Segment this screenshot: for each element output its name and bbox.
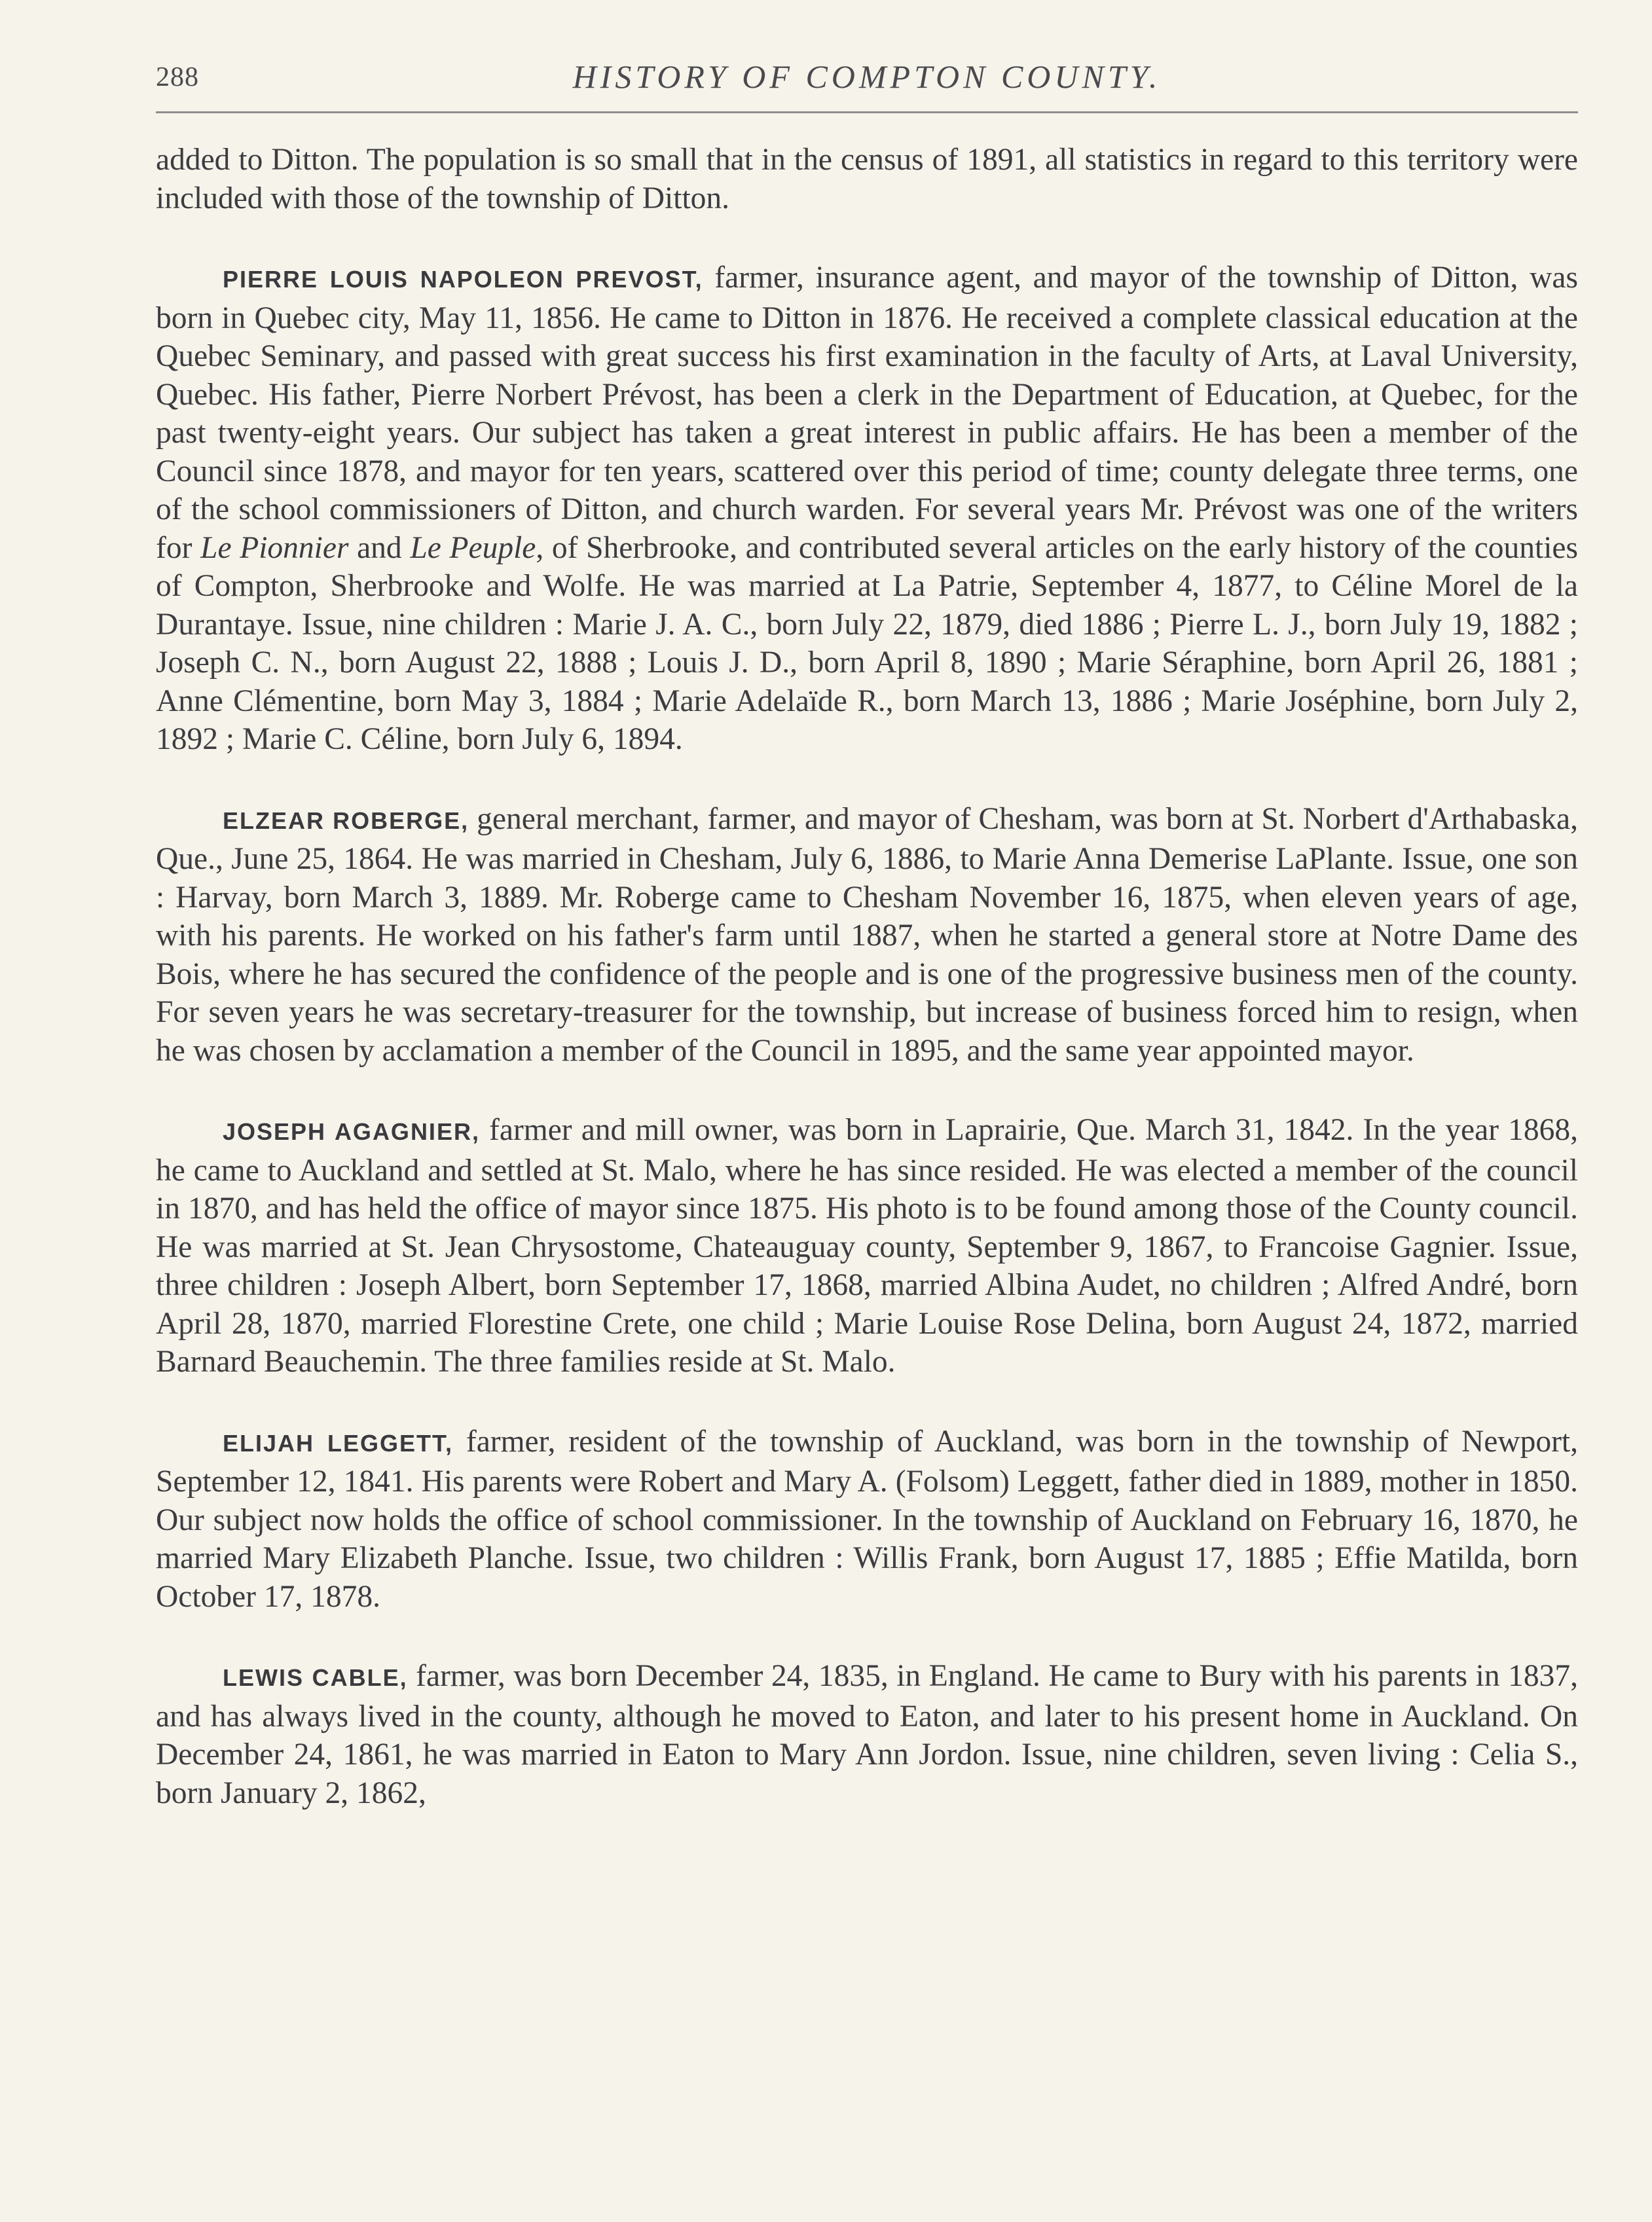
page-number: 288 (156, 62, 199, 92)
entry-agagnier (156, 1111, 1578, 1381)
entry-name: ELZEAR ROBERGE, (223, 807, 469, 834)
entry-text: farmer and mill owner, was born in Laprairie, Que. March 31, 1842. In the year 1868, he came to Auckland and settled at St. Malo, where he has since resided. He was elected a member of the council in 1870, and has held the office of mayor since 1875. His photo is to be found among those of the County council. He was married at St. Jean Chrysostome, Chateauguay county, September 9, 1867, to Francoise Gagnier. Issue, three children : Joseph Albert, born September 17, 1868, married Albina Audet, no children ; Alfred André, born April 28, 1870, married Florestine Crete, one child ; Marie Louise Rose Delina, born August 24, 1872, married Barnard Beauchemin. The three families reside at St. Malo. (156, 1113, 1578, 1379)
entry-text: farmer, resident of the township of Auckland, was born in the township of Newport, September 12, 1841. His parents were Robert and Mary A. (Folsom) Leggett, father died in 1889, mother in 1850. Our subject now holds the office of school commissioner. In the township of Auckland on February 16, 1870, he married Mary Elizabeth Planche. Issue, two children : Willis Frank, born August 17, 1885 ; Effie Matilda, born October 17, 1878. (156, 1424, 1578, 1614)
entry-text: and (348, 530, 411, 565)
entry-text: farmer, was born December 24, 1835, in England. He came to Bury with his parents in 1837, and has always lived in the county, although he moved to Eaton, and later to his present home in Auckland. On December 24, 1861, he was married in Eaton to Mary Ann Jordon. Issue, nine children, seven living : Celia S., born January 2, 1862, (156, 1659, 1579, 1810)
running-title: HISTORY OF COMPTON COUNTY. (572, 58, 1162, 95)
entry-text: general merchant, farmer, and mayor of Chesham, was born at St. Norbert d'Arthabaska, Que., June 25, 1864. He was married in Chesham, July 6, 1886, to Marie Anna Demerise LaPlante. Issue, one son : Harvay, born March 3, 1889. Mr. Roberge came to Chesham November 16, 1875, when eleven years of age, with his parents. He worked on his father's farm until 1887, when he started a general store at Notre Dame des Bois, where he has secured the confidence of the people and is one of the progressive business men of the county. For seven years he was secretary-treasurer for the township, but increase of business forced him to resign, when he was chosen by acclamation a member of the Council in 1895, and the same year appointed mayor. (156, 801, 1579, 1068)
intro-paragraph: added to Ditton. The population is so small that in the census of 1891, all statistics in regard to this territory were included with those of the township of Ditton. (156, 143, 1578, 215)
entry-name: PIERRE LOUIS NAPOLEON PREVOST, (223, 266, 703, 293)
entry-cable (156, 1657, 1578, 1812)
entry-name: ELIJAH LEGGETT, (223, 1429, 454, 1457)
entry-prevost (156, 259, 1578, 759)
entry-italic-title: Le Peuple (410, 530, 536, 565)
body-text (156, 141, 1578, 1853)
entry-name: JOSEPH AGAGNIER, (223, 1118, 480, 1145)
entry-text: farmer, insurance agent, and mayor of the township of Ditton, was born in Quebec city, May 11, 1856. He came to Ditton in 1876. He received a complete classical education at the Quebec Seminary, and passed with great success his first examination in the faculty of Arts, at Laval University, Quebec. His father, Pierre Norbert Prévost, has been a clerk in the Department of Education, at Quebec, for the past twenty-eight years. Our subject has taken a great interest in public affairs. He has been a member of the Council since 1878, and mayor for ten years, scattered over this period of time; county delegate three terms, one of the school commissioners of Ditton, and church warden. For several years Mr. Prévost was one of the writers for (156, 261, 1578, 565)
entry-italic-title: Le Pionnier (200, 530, 349, 565)
entry-name: LEWIS CABLE, (223, 1664, 408, 1691)
entry-roberge (156, 800, 1578, 1070)
header-rule (156, 111, 1578, 113)
entry-text: , of Sherbrooke, and contributed several articles on the early history of the counties of Compton, Sherbrooke and Wolfe. He was married at La Patrie, September 4, 1877, to Céline Morel de la Durantaye. Issue, nine children : Marie J. A. C., born July 22, 1879, died 1886 ; Pierre L. J., born July 19, 1882 ; Joseph C. N., born August 22, 1888 ; Louis J. D., born April 8, 1890 ; Marie Séraphine, born April 26, 1881 ; Anne Clémentine, born May 3, 1884 ; Marie Adelaïde R., born March 13, 1886 ; Marie Joséphine, born July 2, 1892 ; Marie C. Céline, born July 6, 1894. (156, 530, 1578, 756)
page-header (156, 58, 1578, 110)
entry-leggett (156, 1423, 1578, 1616)
